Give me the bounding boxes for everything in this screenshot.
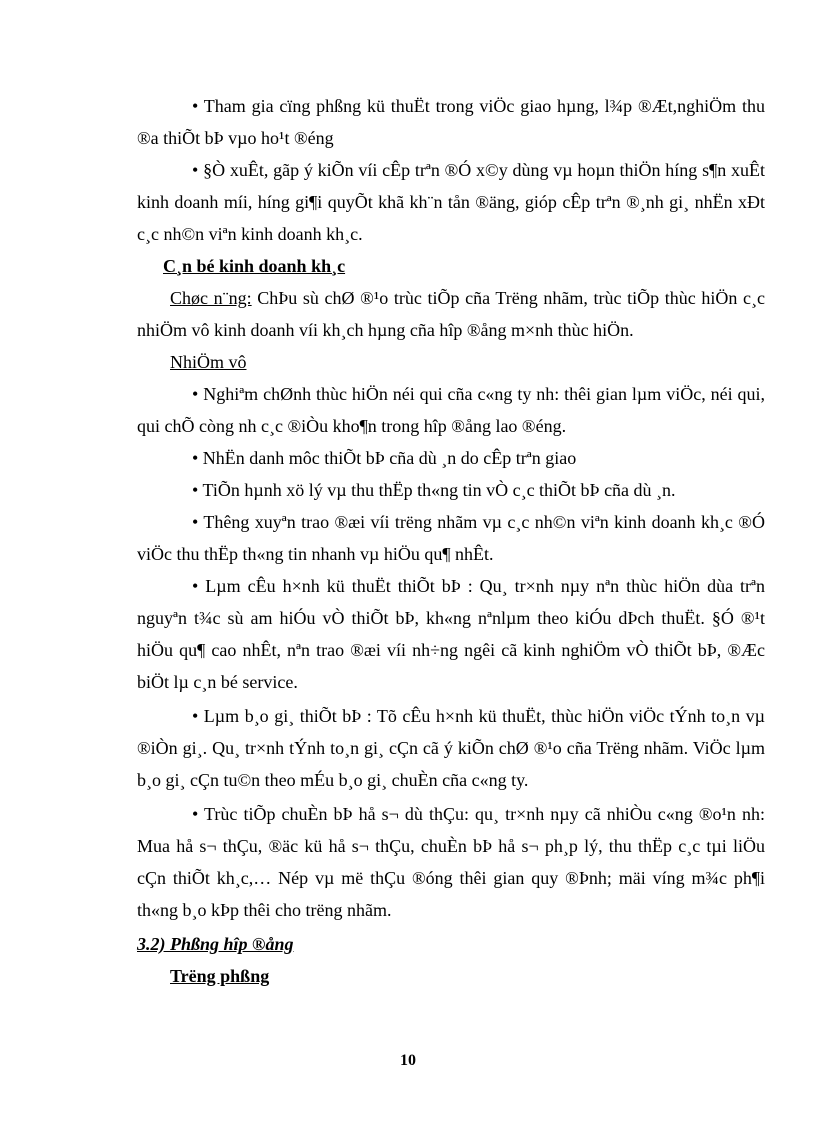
paragraph-ho-so-thau: • Trùc tiÕp chuÈn bÞ hå s¬ dù thÇu: qu¸ tr×nh nµy cã nhiÒu c«ng ®o¹n nh: Mua hå s¬ thÇu, ®äc kü hå s¬ thÇu, chuÈn bÞ hå s¬ ph¸p lý, thu thËp c¸c tµi liÖu cÇn thiÕt kh¸c,… Nép vµ më thÇu ®óng thêi gian quy ®Þnh; mäi víng m¾c ph¶i th«ng b¸o kÞp thêi cho trëng nhãm.	[137, 804, 765, 920]
paragraph-bao-gia: • Lµm b¸o gi¸ thiÕt bÞ : Tõ cÊu h×nh kü thuËt, thùc hiÖn viÖc tÝnh to¸n vµ ®iÒn gi¸. Qu¸ tr×nh tÝnh to¸n gi¸ cÇn cã ý kiÕn chØ ®¹o cña Trëng nhãm. ViÖc lµm b¸o gi¸ cÇn tu©n theo mÉu b¸o gi¸ chuÈn cña c«ng ty.	[137, 706, 765, 790]
paragraph-thuong-xuyen: • Thêng xuyªn trao ®æi víi trëng nhãm vµ c¸c nh©n viªn kinh doanh kh¸c ®Ó viÖc thu thËp th«ng tin nhanh vµ hiÖu qu¶ nhÊt.	[137, 512, 765, 564]
paragraph-cau-hinh: • Lµm cÊu h×nh kü thuËt thiÕt bÞ : Qu¸ tr×nh nµy nªn thùc hiÖn dùa trªn nguyªn t¾c sù am hiÓu vÒ thiÕt bÞ, kh«ng nªnlµm theo kiÓu dÞch thuËt. §Ó ®¹t hiÖu qu¶ cao nhÊt, nªn trao ®æi víi nh÷ng ngêi cã kinh nghiÖm vÒ thiÕt bÞ, ®Æc biÖt lµ c¸n bé service.	[137, 576, 765, 692]
paragraph-noi-qui: • Nghiªm chØnh thùc hiÖn néi qui cña c«ng ty nh: thêi gian lµm viÖc, néi qui, qui chÕ còng nh c¸c ®iÒu kho¶n trong hîp ®ång lao ®éng.	[137, 384, 765, 436]
paragraph-de-xuat: • §Ò xuÊt, gãp ý kiÕn víi cÊp trªn ®Ó x©y dùng vµ hoµn thiÖn híng s¶n xuÊt kinh doanh míi, híng gi¶i quyÕt khã kh¨n tån ®äng, gióp cÊp trªn ®¸nh gi¸ nhËn xÐt c¸c nh©n viªn kinh doanh kh¸c.	[137, 160, 765, 244]
nhiem-vu-label: NhiÖm vô	[170, 352, 247, 372]
section-heading: C¸n bé kinh doanh kh¸c	[163, 256, 346, 276]
subsection-heading: 3.2) Phßng hîp ®ång	[137, 934, 294, 954]
chuc-nang-text: ChÞu sù chØ ®¹o trùc tiÕp cña Trëng nhãm, trùc tiÕp thùc hiÖn c¸c nhiÖm vô kinh doanh víi kh¸ch hµng cña hîp ®ång m×nh thùc hiÖn.	[137, 288, 765, 340]
paragraph-giao-hang: • Tham gia cïng phßng kü thuËt trong viÖc giao hµng, l¾p ®Æt,nghiÖm thu ®a thiÕt bÞ vµo ho¹t ®éng	[137, 96, 765, 148]
paragraph-chuc-nang	[137, 282, 765, 346]
page-number: 10	[400, 1052, 416, 1069]
paragraph-nhan-danh-muc: • NhËn danh môc thiÕt bÞ cña dù ¸n do cÊp trªn giao	[192, 448, 577, 468]
chuc-nang-label: Chøc n¨ng:	[170, 288, 252, 308]
truong-phong-heading: Trëng phßng	[170, 966, 270, 986]
paragraph-tien-hanh: • TiÕn hµnh xö lý vµ thu thËp th«ng tin vÒ c¸c thiÕt bÞ cña dù ¸n.	[192, 480, 676, 500]
